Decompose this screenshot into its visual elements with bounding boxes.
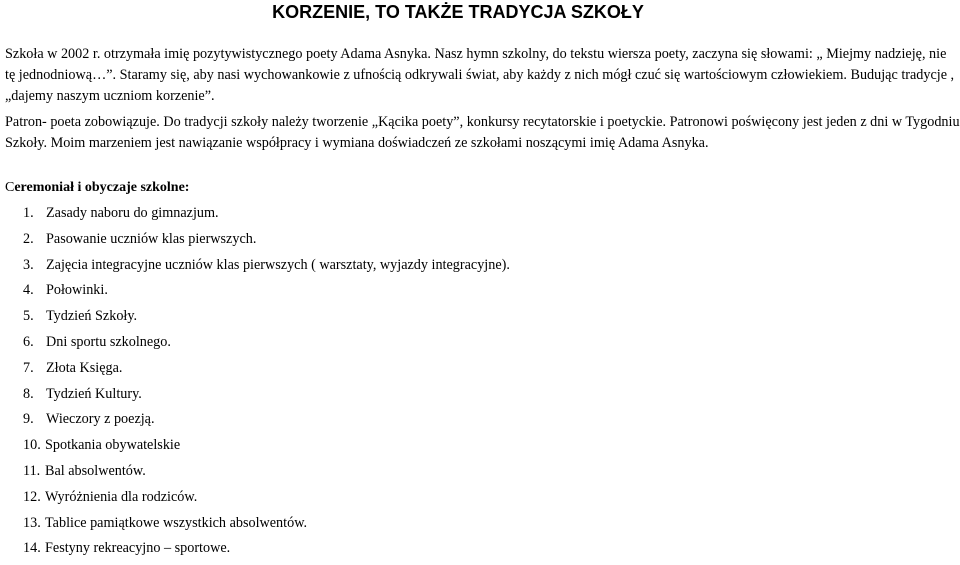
list-item-text: Zajęcia integracyjne uczniów klas pierwszych ( warsztaty, wyjazdy integracyjne).: [46, 256, 510, 273]
list-item: [23, 407, 510, 433]
list-item-number: 13.: [23, 514, 41, 531]
list-item: [23, 201, 510, 227]
intro-paragraph: Szkoła w 2002 r. otrzymała imię pozytywistycznego poety Adama Asnyka. Nasz hymn szkolny, do tekstu wiersza poety, zaczyna się słowami: „ Miejmy nadzieję, nie tę jednodniową…”. Staramy się, aby nasi wychowankowie z ufnością odkrywali świat, aby każdy z nich mógł czuć się wartościowym człowiekiem. Budując tradycje , „dajemy naszym uczniom korzenie”.: [5, 46, 955, 104]
list-item-number: 9.: [23, 411, 34, 428]
list-item-text: Tablice pamiątkowe wszystkich absolwentów.: [45, 514, 308, 531]
list-item: [23, 304, 510, 330]
list-item-number: 5.: [23, 308, 34, 325]
list-item-number: 3.: [23, 256, 34, 273]
patron-paragraph-part-1: Patron- poeta zobowiązuje. Do tradycji szkoły należy tworzenie „Kącika poety”, konkursy recytatorskie i poetyckie. Patronowi poświęcony: [5, 114, 803, 130]
list-item-number: 11.: [23, 462, 41, 479]
list-item-text: Połowinki.: [46, 282, 108, 299]
list-item: [23, 485, 510, 511]
list-item-text: Tydzień Szkoły.: [46, 308, 138, 325]
list-item-text: Festyny rekreacyjno – sportowe.: [45, 540, 231, 557]
list-item-text: Zasady naboru do gimnazjum.: [46, 205, 219, 221]
list-item-text: Bal absolwentów.: [45, 462, 146, 479]
list-item: [23, 227, 510, 253]
list-item-number: 14.: [23, 540, 41, 557]
list-item: [23, 278, 510, 304]
list-item-text: Tydzień Kultury.: [46, 385, 142, 402]
ceremonies-heading: [5, 178, 189, 198]
list-item: [23, 433, 510, 459]
list-item: [23, 330, 510, 356]
list-item: [23, 253, 510, 279]
ceremonies-heading-initial: C: [5, 180, 15, 195]
list-item: [23, 356, 510, 382]
list-item-text: Pasowanie uczniów klas pierwszych.: [46, 230, 257, 247]
list-item-number: 8.: [23, 385, 34, 402]
list-item: [23, 511, 510, 537]
patron-paragraph: [5, 112, 960, 154]
patron-paragraph-part-2: jest jeden z dni w Tygodniu Szkoły. Moim marzeniem jest nawiązanie współpracy i wymiana doświadczeń ze szkołami noszącymi imię Adama Asnyka.: [5, 114, 960, 151]
document-title: KORZENIE, TO TAKŻE TRADYCJA SZKOŁY: [272, 2, 644, 22]
ceremonies-heading-text: eremoniał i obyczaje szkolne:: [14, 180, 190, 195]
list-item: [23, 382, 510, 408]
list-item-text: Wieczory z poezją.: [46, 411, 155, 428]
list-item-number: 7.: [23, 359, 34, 376]
list-item-text: Dni sportu szkolnego.: [46, 333, 171, 350]
list-item-number: 4.: [23, 282, 34, 299]
list-item-number: 1.: [23, 205, 34, 221]
list-item: [23, 459, 510, 485]
list-item-text: Złota Księga.: [46, 359, 123, 376]
list-item: [23, 536, 510, 562]
list-item-text: Wyróżnienia dla rodziców.: [45, 488, 198, 505]
list-item-number: 12.: [23, 488, 41, 505]
list-item-text: Spotkania obywatelskie: [45, 437, 181, 454]
list-item-number: 2.: [23, 230, 34, 247]
list-item-number: 6.: [23, 333, 34, 350]
list-item-number: 10.: [23, 437, 41, 454]
ceremonies-list: [23, 201, 510, 562]
